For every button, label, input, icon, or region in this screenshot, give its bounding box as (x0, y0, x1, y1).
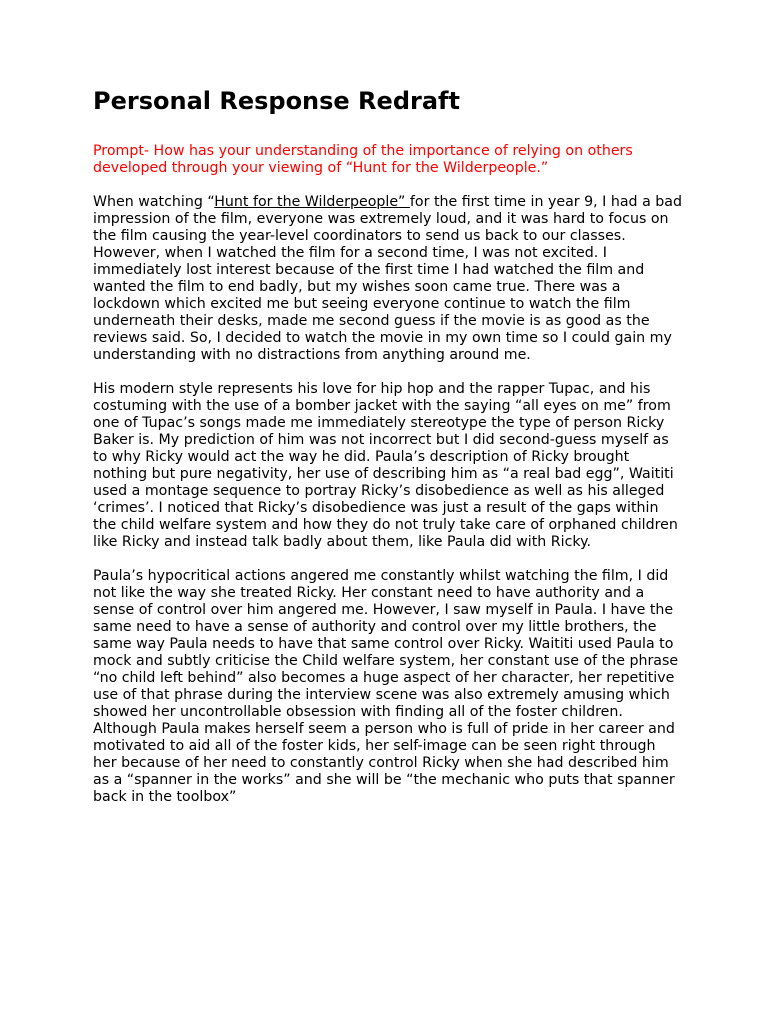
paragraph-3: Paula’s hypocritical actions angered me constantly whilst watching the film, I did not like the way she treated Ricky. Her constant need to have authority and a sense of control over him angered me. However, I saw myself in Paula. I have the same need to have a sense of authority and control over my little brothers, the same way Paula needs to have that same control over Ricky. Waititi used Paula to mock and subtly criticise the Child welfare system, her constant use of the phrase “no child left behind” also becomes a huge aspect of her character, her repetitive use of that phrase during the interview scene was also extremely amusing which showed her uncontrollable obsession with finding all of the foster children. Although Paula makes herself seem a person who is full of pride in her career and motivated to aid all of the foster kids, her self-image can be seen right through her because of her need to constantly control Ricky when she had described him as a “spanner in the works” and she will be “the mechanic who puts that spanner back in the toolbox” (93, 568, 679, 805)
paragraph-1-rest: for the first time in year 9, I had a bad impression of the film, everyone was extremely loud, and it was hard to focus on the film causing the year-level coordinators to send us back to our classes. However, when I watched the film for a second time, I was not excited. I immediately lost interest because of the first time I had watched the film and wanted the film to end badly, but my wishes soon came true. There was a lockdown which excited me but seeing everyone continue to watch the film underneath their desks, made me second guess if the movie is as good as the reviews said. So, I decided to watch the movie in my own time so I could gain my understanding with no distractions from anything around me. (93, 194, 682, 363)
paragraph-1 (93, 194, 683, 364)
document-page (93, 86, 683, 823)
paragraph-1-lead: When watching “ (93, 194, 215, 210)
essay-prompt: Prompt- How has your understanding of the importance of relying on others developed through your viewing of “Hunt for the Wilderpeople.” (93, 143, 633, 176)
document-title: Personal Response Redraft (93, 87, 460, 115)
paragraph-2: His modern style represents his love for hip hop and the rapper Tupac, and his costuming with the use of a bomber jacket with the saying “all eyes on me” from one of Tupac’s songs made me immediately stereotype the type of person Ricky Baker is. My prediction of him was not incorrect but I did second-guess myself as to why Ricky would act the way he did. Paula’s description of Ricky brought nothing but pure negativity, her use of describing him as “a real bad egg”, Waititi used a montage sequence to portray Ricky’s disobedience as well as his alleged ‘crimes’. I noticed that Ricky’s disobedience was just a result of the gaps within the child welfare system and how they do not truly take care of orphaned children like Ricky and instead talk badly about them, like Paula did with Ricky. (93, 381, 678, 550)
film-title-underlined: Hunt for the Wilderpeople” (214, 194, 410, 210)
